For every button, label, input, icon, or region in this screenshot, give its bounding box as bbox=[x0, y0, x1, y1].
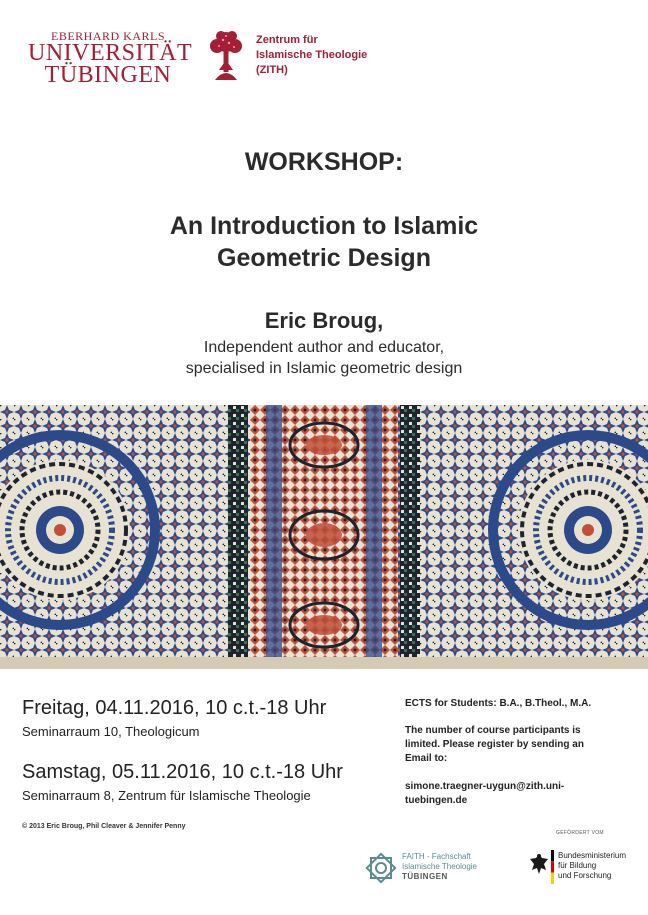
faith-logo-text bbox=[402, 852, 477, 882]
schedule-room-2: Seminarraum 8, Zentrum für Islamische Theologie bbox=[22, 788, 311, 803]
workshop-title-line2: Geometric Design bbox=[217, 244, 431, 272]
university-logo-line2: UNIVERSITÄT bbox=[28, 40, 193, 66]
faith-line3: TÜBINGEN bbox=[402, 872, 448, 881]
zith-line1: Zentrum für bbox=[256, 34, 318, 46]
speaker-desc-line2: specialised in Islamic geometric design bbox=[185, 360, 463, 377]
registration-email bbox=[405, 780, 635, 808]
faith-line2: Islamische Theologie bbox=[402, 862, 478, 871]
funded-by-label: GEFÖRDERT VOM bbox=[556, 830, 604, 836]
german-flag-icon bbox=[551, 850, 554, 884]
university-logo-line3: TÜBINGEN bbox=[44, 62, 172, 88]
bmbf-line1: Bundesministerium bbox=[558, 851, 627, 860]
zith-tree-icon bbox=[207, 30, 245, 82]
ects-info: ECTS for Students: B.A., B.Theol., M.A. bbox=[405, 698, 592, 709]
registration-email-line2: tuebingen.de bbox=[405, 795, 468, 806]
zith-line3: (ZITH) bbox=[256, 64, 288, 76]
federal-eagle-icon bbox=[528, 850, 550, 884]
workshop-title bbox=[0, 210, 648, 274]
schedule-day-2: Samstag, 05.11.2016, 10 c.t.-18 Uhr bbox=[22, 761, 343, 783]
registration-note-line3: Email to: bbox=[405, 753, 448, 764]
workshop-title-line1: An Introduction to Islamic bbox=[169, 212, 479, 240]
bmbf-name bbox=[558, 851, 626, 881]
bmbf-line3: und Forschung bbox=[558, 871, 612, 880]
registration-email-line1: simone.traegner-uygun@zith.uni- bbox=[405, 781, 565, 792]
copyright-note: © 2013 Eric Broug, Phil Cleaver & Jennifer Penny bbox=[22, 823, 186, 830]
mosaic-banner-image bbox=[0, 405, 648, 657]
registration-note bbox=[405, 724, 635, 766]
banner-bottom-strip bbox=[0, 657, 648, 669]
speaker-desc-line1: Independent author and educator, bbox=[203, 339, 445, 356]
faith-line1: FAITH - Fachschaft bbox=[402, 852, 471, 861]
bmbf-line2: für Bildung bbox=[558, 861, 597, 870]
registration-note-line1: The number of course participants is bbox=[405, 725, 581, 736]
zith-line2: Islamische Theologie bbox=[256, 49, 368, 61]
registration-note-line2: limited. Please register by sending an bbox=[405, 739, 584, 750]
university-logo-line1: EBERHARD KARLS bbox=[50, 29, 165, 43]
workshop-label: WORKSHOP: bbox=[244, 148, 404, 176]
faith-star-icon bbox=[362, 849, 400, 887]
speaker-description bbox=[0, 337, 648, 379]
schedule-day-1: Freitag, 04.11.2016, 10 c.t.-18 Uhr bbox=[22, 697, 327, 719]
schedule-room-1: Seminarraum 10, Theologicum bbox=[22, 724, 200, 739]
speaker-name: Eric Broug, bbox=[264, 308, 384, 333]
university-logo bbox=[28, 29, 193, 88]
zith-name bbox=[256, 33, 367, 78]
